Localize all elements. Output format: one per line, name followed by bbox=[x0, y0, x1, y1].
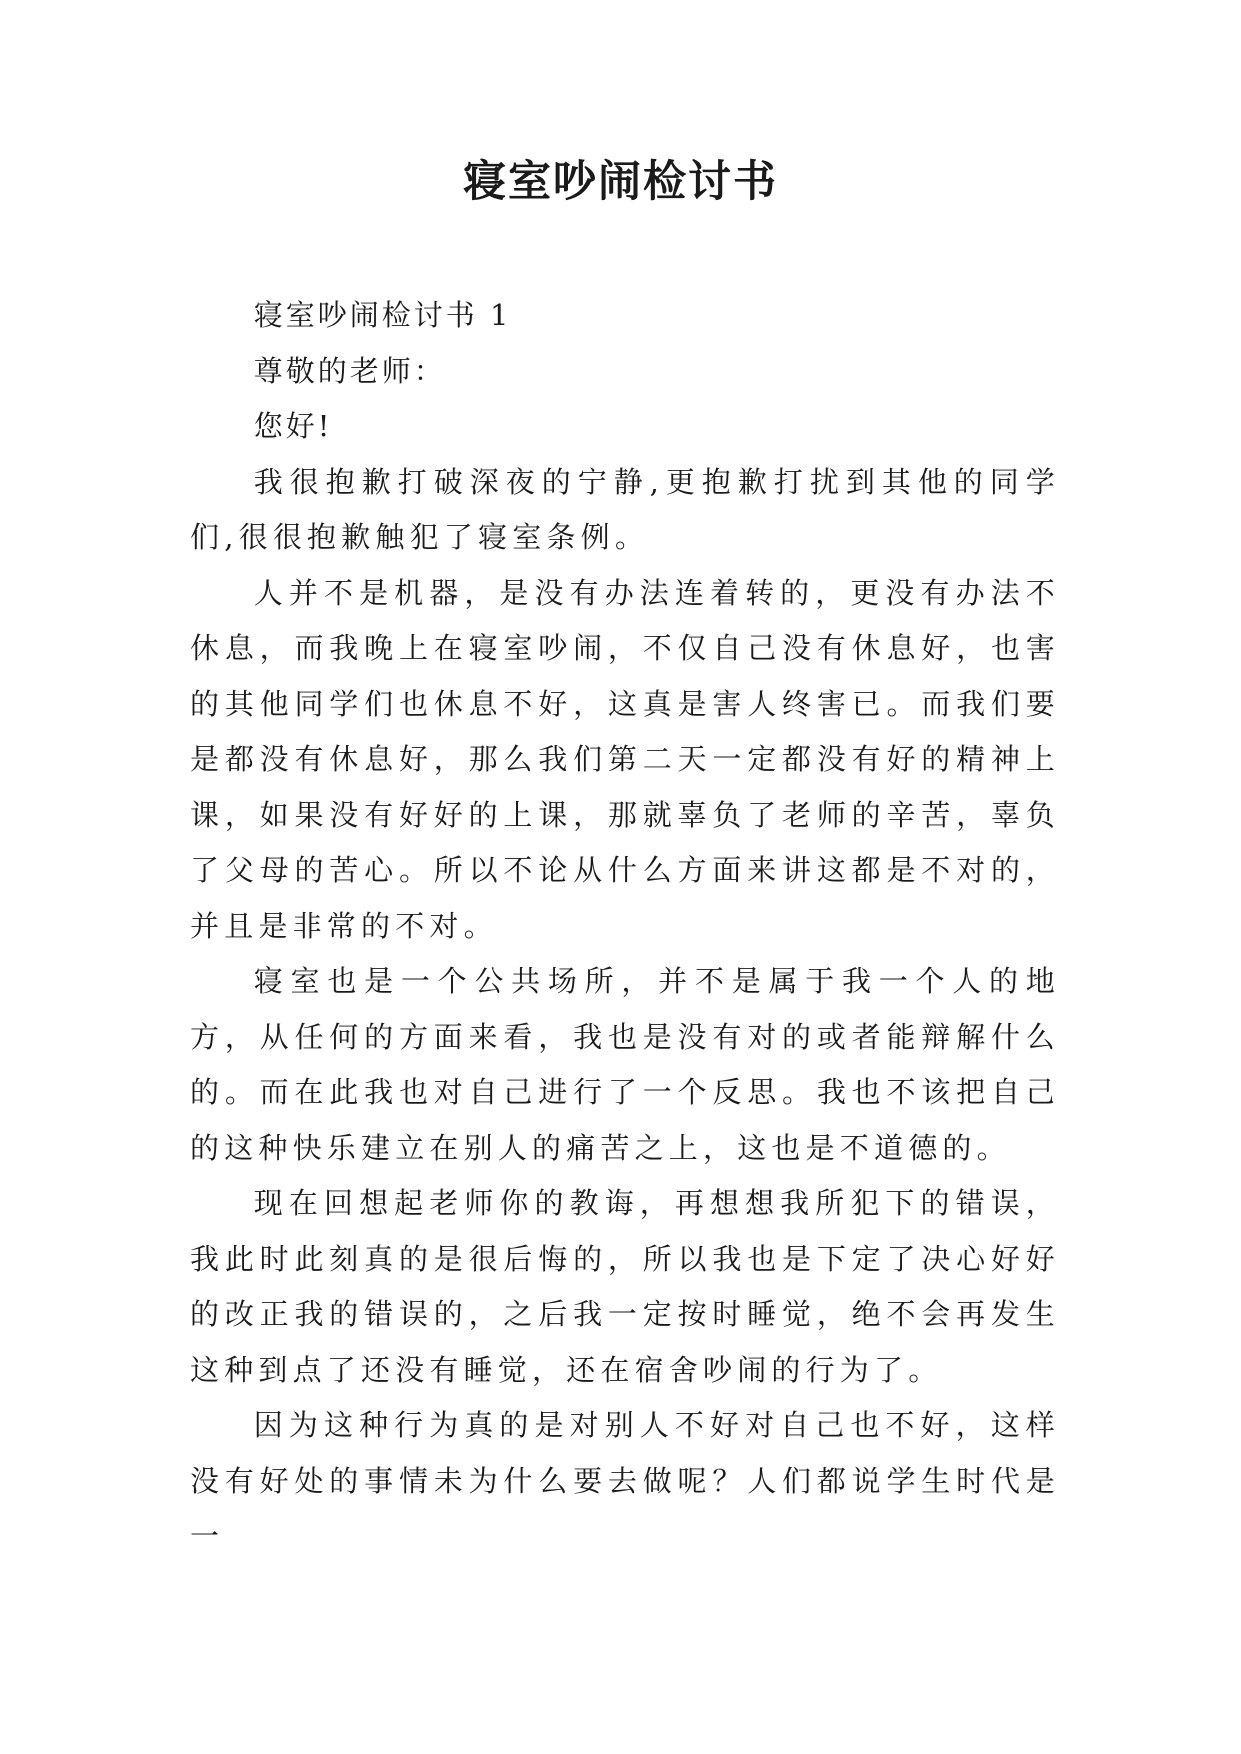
document-body bbox=[190, 288, 1060, 1565]
body-paragraph-4: 现在回想起老师你的教诲，再想想我所犯下的错误，我此时此刻真的是很后悔的，所以我也是下定了决心好好的改正我的错误的，之后我一定按时睡觉，绝不会再发生这种到点了还没有睡觉，还在宿舍吵闹的行为了。 bbox=[190, 1186, 1060, 1387]
body-paragraph-5: 因为这种行为真的是对别人不好对自己也不好，这样没有好处的事情未为什么要去做呢？人们都说学生时代是一 bbox=[190, 1408, 1060, 1553]
body-paragraph-2: 人并不是机器，是没有办法连着转的，更没有办法不休息，而我晚上在寝室吵闹，不仅自己没有休息好，也害的其他同学们也休息不好，这真是害人终害已。而我们要是都没有休息好，那么我们第二天一定都没有好的精神上课，如果没有好好的上课，那就辜负了老师的辛苦，辜负了父母的苦心。所以不论从什么方面来讲这都是不对的，并且是非常的不对。 bbox=[190, 575, 1060, 943]
greeting: 您好! bbox=[253, 409, 333, 443]
salutation: 尊敬的老师： bbox=[253, 353, 446, 388]
body-paragraph-1: 我很抱歉打破深夜的宁静,更抱歉打扰到其他的同学们,很很抱歉触犯了寝室条例。 bbox=[190, 464, 1060, 554]
document-title: 寝室吵闹检讨书 bbox=[463, 157, 778, 207]
body-paragraph-3: 寝室也是一个公共场所，并不是属于我一个人的地方，从任何的方面来看，我也是没有对的或者能辩解什么的。而在此我也对自己进行了一个反思。我也不该把自己的这种快乐建立在别人的痛苦之上，这也是不道德的。 bbox=[190, 964, 1060, 1165]
section-heading: 寝室吵闹检讨书 1 bbox=[253, 298, 512, 332]
